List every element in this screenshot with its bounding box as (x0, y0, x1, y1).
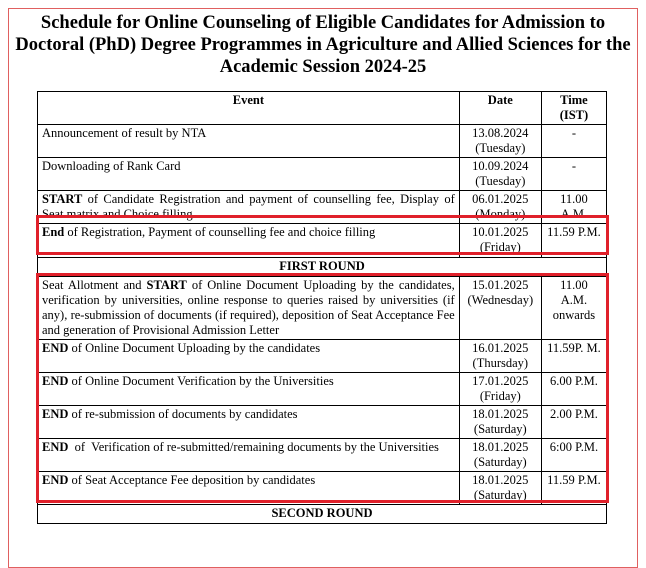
event-keyword: END (42, 341, 69, 355)
time-cell: 6:00 P.M. (541, 439, 606, 472)
event-cell (38, 373, 460, 406)
day-value: (Saturday) (473, 422, 527, 436)
date-cell (459, 406, 541, 439)
date-cell (459, 191, 541, 224)
table-header-row (38, 92, 607, 125)
date-value: 13.08.2024 (472, 126, 529, 140)
date-cell (459, 373, 541, 406)
event-text: of Verification of re-submitted/remaining documents by the Universities (68, 440, 439, 454)
event-text: of Registration, Payment of counselling fee and choice filling (64, 225, 376, 239)
time-cell: 6.00 P.M. (541, 373, 606, 406)
table-row (38, 158, 607, 191)
day-value: (Thursday) (472, 356, 529, 370)
event-text: of Online Document Verification by the Universities (68, 374, 334, 388)
event-text-prefix: Seat Allotment and (42, 278, 147, 292)
event-cell (38, 340, 460, 373)
event-text: of Online Document Uploading by the candidates, verification by universities, online response to queries raised by universities (if any), re-submission of documents (if required), deposition of Seat Acceptance Fee and generation of Provisional Admission Letter (42, 278, 455, 337)
table-row (38, 224, 607, 258)
event-keyword: END (42, 407, 69, 421)
event-keyword: START (146, 278, 187, 292)
date-cell (459, 224, 541, 258)
day-value: (Tuesday) (475, 141, 526, 155)
table-row (38, 373, 607, 406)
date-cell (459, 158, 541, 191)
event-keyword: End (42, 225, 65, 239)
event-keyword: END (42, 440, 69, 454)
event-cell (38, 158, 460, 191)
time-cell (541, 191, 606, 224)
event-cell (38, 224, 460, 258)
date-value: 18.01.2025 (472, 473, 529, 487)
time-cell: 11.59 P.M. (541, 224, 606, 258)
event-cell (38, 472, 460, 505)
header-event: Event (38, 92, 460, 125)
event-text: Downloading of Rank Card (42, 159, 181, 173)
second-round-label: SECOND ROUND (38, 505, 607, 524)
round-header-row (38, 258, 607, 277)
table-row (38, 439, 607, 472)
date-value: 10.01.2025 (472, 225, 529, 239)
event-cell (38, 277, 460, 340)
event-cell (38, 191, 460, 224)
event-text: of Candidate Registration and payment of counselling fee, Display of Seat matrix and Choice filling (42, 192, 455, 221)
time-cell: 11.59 P.M. (541, 472, 606, 505)
date-value: 15.01.2025 (472, 278, 529, 292)
table-row (38, 125, 607, 158)
event-text: of Online Document Uploading by the candidates (68, 341, 321, 355)
event-keyword: END (42, 374, 69, 388)
day-value: (Tuesday) (475, 174, 526, 188)
date-cell (459, 125, 541, 158)
table-row (38, 191, 607, 224)
event-cell (38, 439, 460, 472)
event-text: Announcement of result by NTA (42, 126, 207, 140)
table-row (38, 340, 607, 373)
event-text: of Seat Acceptance Fee deposition by candidates (68, 473, 316, 487)
date-cell (459, 439, 541, 472)
table-row (38, 406, 607, 439)
table-row (38, 277, 607, 340)
time-cell: 11.00 A.M. onwards (541, 277, 606, 340)
event-keyword: END (42, 473, 69, 487)
date-value: 16.01.2025 (472, 341, 529, 355)
schedule-table (37, 91, 607, 524)
event-keyword: START (42, 192, 83, 206)
first-round-label: FIRST ROUND (38, 258, 607, 277)
date-cell (459, 472, 541, 505)
date-value: 17.01.2025 (472, 374, 529, 388)
date-value: 06.01.2025 (472, 192, 529, 206)
time-cell: - (541, 125, 606, 158)
event-text: of re-submission of documents by candidates (68, 407, 298, 421)
table-row (38, 472, 607, 505)
time-value: 11.00 A.M. (560, 192, 588, 221)
date-cell (459, 277, 541, 340)
event-cell (38, 125, 460, 158)
document-title: Schedule for Online Counseling of Eligible Candidates for Admission to Doctoral (PhD) Degree Programmes in Agriculture and Allied Sciences for the Academic Session 2024-25 (15, 13, 631, 77)
date-cell (459, 340, 541, 373)
day-value: (Friday) (479, 389, 521, 403)
event-cell (38, 406, 460, 439)
day-value: (Saturday) (473, 488, 527, 502)
day-value: (Saturday) (473, 455, 527, 469)
time-cell: - (541, 158, 606, 191)
time-cell: 2.00 P.M. (541, 406, 606, 439)
time-cell: 11.59P. M. (541, 340, 606, 373)
day-value: (Friday) (479, 240, 521, 254)
day-value: (Wednesday) (467, 293, 534, 307)
day-value: (Monday) (475, 207, 526, 221)
header-time: Time (IST) (541, 92, 606, 125)
date-value: 18.01.2025 (472, 407, 529, 421)
date-value: 18.01.2025 (472, 440, 529, 454)
date-value: 10.09.2024 (472, 159, 529, 173)
header-date: Date (459, 92, 541, 125)
